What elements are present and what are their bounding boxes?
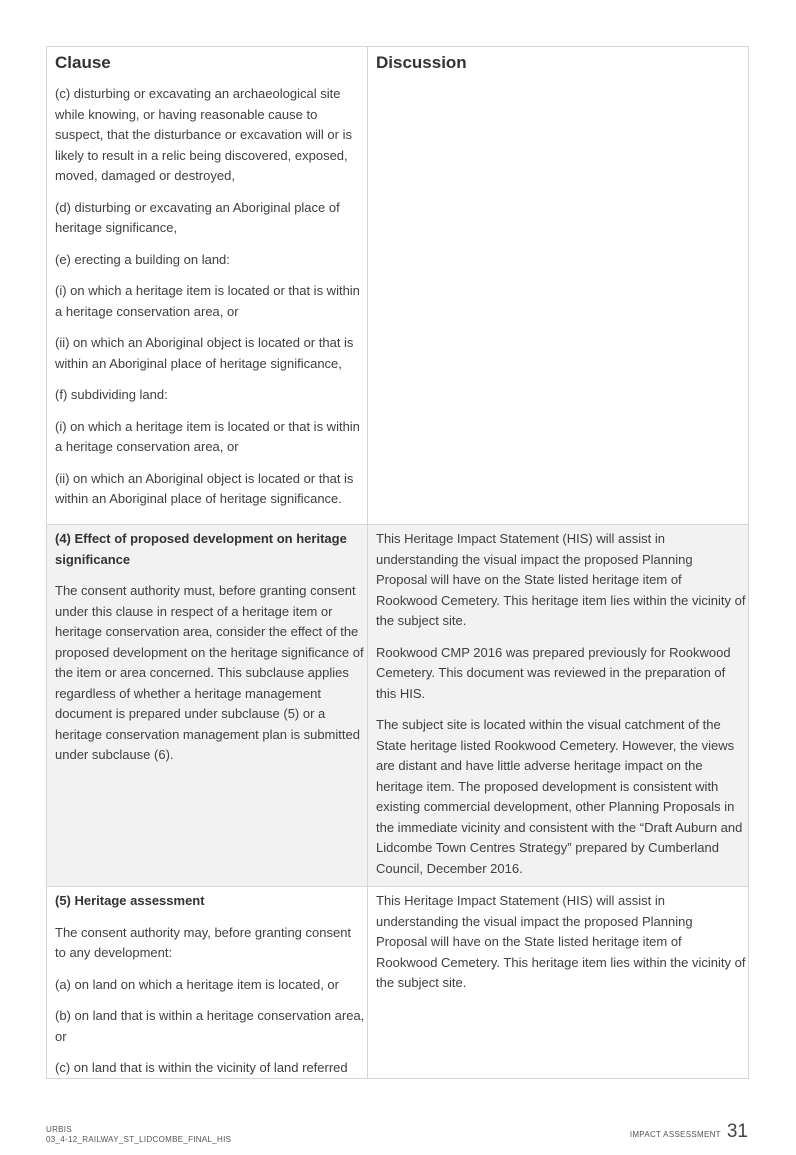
clause-paragraph: The consent authority may, before granting consent to any development:: [55, 924, 352, 960]
clause-paragraph: (i) on which a heritage item is located or that is within a heritage conservation area, or: [55, 283, 360, 319]
clause-paragraph: (f) subdividing land:: [55, 387, 168, 402]
discussion-paragraph: Rookwood CMP 2016 was prepared previously for Rookwood Cemetery. This document was reviewed in the preparation of this HIS.: [376, 644, 731, 701]
clause-paragraph: (c) disturbing or excavating an archaeological site while knowing, or having reasonable cause to suspect, that the disturbance or excavation will or is likely to result in a relic being discovered, exposed, moved, damaged or destroyed,: [55, 86, 352, 183]
clause-cell: [47, 887, 368, 1078]
clause-title: (4) Effect of proposed development on heritage significance: [55, 531, 347, 567]
discussion-cell: [368, 887, 748, 1078]
table-row: [47, 886, 748, 1078]
discussion-header: Discussion: [376, 53, 467, 72]
clause-paragraph: (d) disturbing or excavating an Aboriginal place of heritage significance,: [55, 199, 340, 235]
clause-cell: [47, 525, 368, 886]
table-row: [47, 524, 748, 886]
discussion-paragraph: The subject site is located within the visual catchment of the State heritage listed Rookwood Cemetery. However, the views are distant and have little adverse heritage impact on the heritage item. The proposed development is consistent with existing commercial development, other Planning Proposals in the immediate vicinity and consistent with the “Draft Auburn and Lidcombe Town Centres Strategy” prepared by Cumberland Council, December 2016.: [376, 717, 743, 876]
table-row: [47, 47, 748, 524]
discussion-paragraph: This Heritage Impact Statement (HIS) will assist in understanding the visual impact the proposed Planning Proposal will have on the State listed heritage item of Rookwood Cemetery. This heritage item lies within the vicinity of the subject site.: [376, 531, 746, 628]
clause-header: Clause: [55, 53, 111, 72]
page-number: 31: [726, 1121, 748, 1142]
clause-paragraph: (b) on land that is within a heritage conservation area, or: [55, 1008, 365, 1044]
footer-section-name: IMPACT ASSESSMENT: [629, 1130, 721, 1139]
footer-company: URBIS: [46, 1125, 72, 1134]
clause-discussion-table: [46, 46, 749, 1079]
footer-document-name: 03_4-12_RAILWAY_ST_LIDCOMBE_FINAL_HIS: [46, 1135, 232, 1144]
discussion-paragraph: This Heritage Impact Statement (HIS) will assist in understanding the visual impact the proposed Planning Proposal will have on the State listed heritage item of Rookwood Cemetery. This heritage item lies within the vicinity of the subject site.: [376, 893, 746, 990]
clause-paragraph: The consent authority must, before granting consent under this clause in respect of a heritage item or heritage conservation area, consider the effect of the proposed development on the heritage significance of the item or area concerned. This subclause applies regardless of whether a heritage management document is prepared under subclause (5) or a heritage conservation management plan is submitted under subclause (6).: [55, 583, 364, 762]
footer-page-info: [630, 1121, 748, 1143]
clause-paragraph: (e) erecting a building on land:: [55, 251, 230, 267]
clause-paragraph: (ii) on which an Aboriginal object is located or that is within an Aboriginal place of heritage significance,: [55, 335, 354, 371]
clause-paragraph: (ii) on which an Aboriginal object is located or that is within an Aboriginal place of heritage significance.: [55, 470, 354, 506]
clause-title: (5) Heritage assessment: [55, 893, 205, 908]
discussion-cell: [368, 525, 748, 886]
clause-paragraph: (i) on which a heritage item is located or that is within a heritage conservation area, or: [55, 418, 360, 454]
clause-cell: [47, 47, 368, 524]
footer-document-info: [46, 1125, 231, 1145]
clause-paragraph: (c) on land that is within the vicinity of land referred: [55, 1060, 348, 1075]
discussion-cell: [368, 47, 748, 524]
clause-paragraph: (a) on land on which a heritage item is located, or: [55, 976, 339, 992]
